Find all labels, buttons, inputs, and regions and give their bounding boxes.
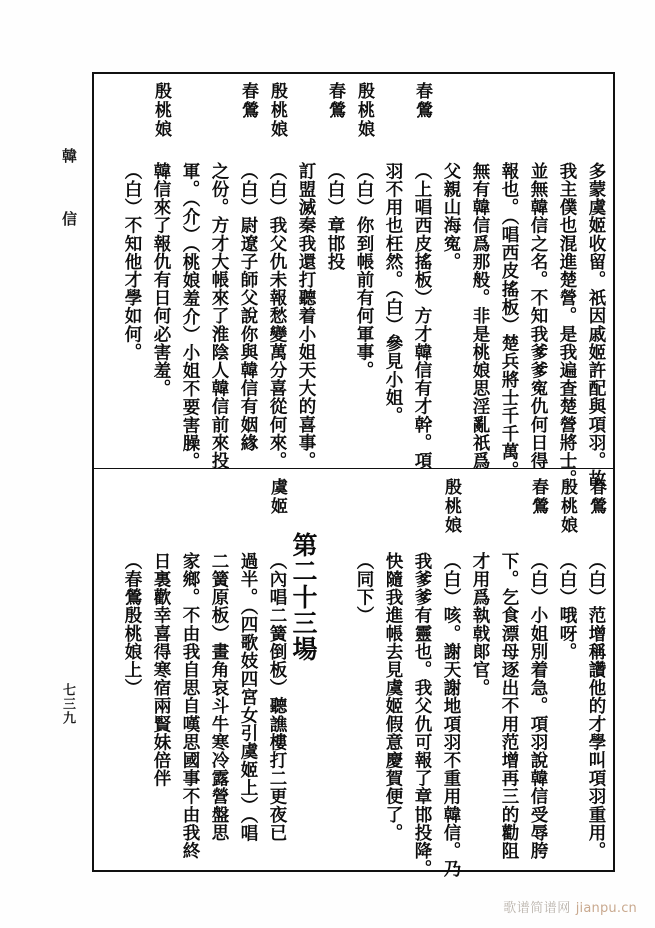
dialogue-line: 二簧原板）畫角哀斗牛寒冷露營盤思: [209, 552, 229, 842]
text-column: [518, 474, 547, 866]
speaker-label: 春鶯: [412, 82, 432, 120]
dialogue-line: 我爹爹有靈也。我父仇可報了章邯投降。: [412, 552, 432, 878]
dialogue-line: 快隨我進帳去見虞姬假意慶賀便了。: [383, 552, 403, 842]
scene-heading-column: [286, 474, 318, 866]
page-number: 七三九: [60, 683, 75, 725]
text-column: [344, 80, 373, 462]
dialogue-line: 報也。（唱西皮搖板）楚兵將士千千萬。: [499, 162, 519, 480]
dialogue-line: 家鄉。不由我自思自嘆思國事不由我終: [180, 552, 200, 860]
text-column: [373, 474, 402, 866]
dialogue-line: 韓信來了報仇有日何必害羞。: [151, 162, 171, 398]
text-column: [431, 474, 461, 878]
scene-heading: 第二十三場: [289, 532, 318, 662]
text-column: [257, 474, 286, 866]
text-column: [547, 80, 577, 488]
text-column: [199, 80, 229, 470]
speaker-label: 殷桃娘: [354, 82, 374, 139]
dialogue-line: 無有韓信爲那般。非是桃娘思淫亂祇爲: [470, 162, 490, 470]
dialogue-line: （白）小姐別着急。項羽說韓信受辱胯: [528, 552, 548, 860]
dialogue-line: （白）章邯投: [325, 162, 345, 271]
watermark-text-cn: 歌谱简谱网: [503, 901, 571, 916]
dialogue-line: 並無韓信之名。不知我爹爹寃仇何日得: [528, 162, 548, 470]
speaker-label: 虞姬: [267, 478, 287, 516]
text-column: [576, 80, 606, 488]
book-title-margin: 韓信: [60, 148, 78, 274]
text-column: [170, 474, 199, 866]
watermark: [503, 897, 637, 916]
stage-direction: （春鶯殷桃娘上）: [122, 552, 142, 697]
dialogue-line: （白）哦呀。: [557, 552, 577, 661]
text-column: [460, 80, 490, 470]
text-column: [257, 80, 287, 470]
dialogue-line: （上唱西皮搖板）方才韓信有才幹。項: [412, 162, 432, 470]
dialogue-line: （白）你到帳前有何軍事。: [354, 162, 374, 380]
text-column: [518, 80, 548, 470]
stage-direction: （同下）: [354, 552, 374, 625]
dialogue-line: 羽不用也枉然。（白）參見小姐。: [383, 162, 403, 425]
dialogue-line: （內唱二簧倒板）聽譙樓打二更夜已: [267, 552, 287, 842]
speaker-label: 殷桃娘: [441, 478, 461, 535]
dialogue-line: 軍。（介）（桃娘羞介）小姐不要害臊。: [180, 162, 200, 471]
text-column: [344, 474, 373, 866]
text-column: [170, 80, 200, 471]
dialogue-line: （白）范增稱讚他的才學叫項羽重用。: [586, 552, 606, 860]
text-column: [141, 474, 170, 866]
speaker-label: 春鶯: [238, 82, 258, 120]
text-column: [402, 474, 432, 878]
text-column: [199, 474, 228, 866]
panel-top-columns: [102, 80, 606, 488]
dialogue-line: （白）不知他才學如何。: [122, 162, 142, 362]
text-column: [547, 474, 576, 866]
speaker-label: 春鶯: [528, 478, 548, 516]
dialogue-line: 才用爲執戟郞官。: [470, 552, 490, 697]
dialogue-line: 日裏歡幸喜得寒宿兩賢妹倍伴: [151, 552, 171, 788]
speaker-label: 殷桃娘: [267, 82, 287, 139]
text-column: [112, 80, 141, 462]
speaker-label: 春鶯: [325, 82, 345, 120]
text-column: [141, 80, 170, 462]
text-column: [431, 80, 460, 462]
text-column: [315, 80, 344, 462]
text-column: [489, 474, 518, 866]
watermark-site: jianpu.cn: [575, 901, 637, 916]
text-column: [228, 474, 257, 866]
panel-top: [94, 74, 613, 488]
dialogue-line: 之份。方才大帳來了淮陰人韓信前來投: [209, 162, 229, 470]
dialogue-line: 多蒙虞姬收留。祇因戚姬許配與項羽。故: [586, 162, 606, 488]
text-column: [286, 80, 316, 470]
speaker-label: 殷桃娘: [151, 82, 171, 139]
text-column: [112, 474, 141, 866]
dialogue-line: 過半。（四歌妓四宮女引虞姬上）（唱: [238, 552, 258, 843]
text-column: [460, 474, 489, 866]
dialogue-line: （白）尉遼子師父說你與韓信有姻緣: [238, 162, 258, 452]
text-frame: [92, 72, 615, 878]
dialogue-line: （白）咳。謝天謝地項羽不重用韓信。乃: [441, 552, 461, 878]
text-column: [402, 80, 432, 470]
dialogue-line: （白）我父仇未報愁變萬分喜從何來。: [267, 162, 287, 470]
panel-bottom-columns: [102, 474, 606, 878]
text-column: [228, 80, 257, 462]
dialogue-line: 父親山海寃。: [441, 162, 461, 271]
speaker-label: 殷桃娘: [557, 478, 577, 535]
dialogue-line: 下。乞食漂母逐出不用范增再三的勸阻: [499, 552, 519, 860]
panel-bottom: [94, 468, 613, 878]
dialogue-line: 訂盟滅秦我還打聽着小姐天大的喜事。: [296, 162, 316, 470]
text-column: [576, 474, 605, 866]
speaker-label: 春鶯: [586, 478, 606, 516]
page-margin: [0, 0, 90, 928]
column-gap: [315, 474, 344, 866]
dialogue-line: 我主僕也混進楚營。是我遍查楚營將士。: [557, 162, 577, 488]
text-column: [373, 80, 402, 462]
text-column: [489, 80, 519, 480]
